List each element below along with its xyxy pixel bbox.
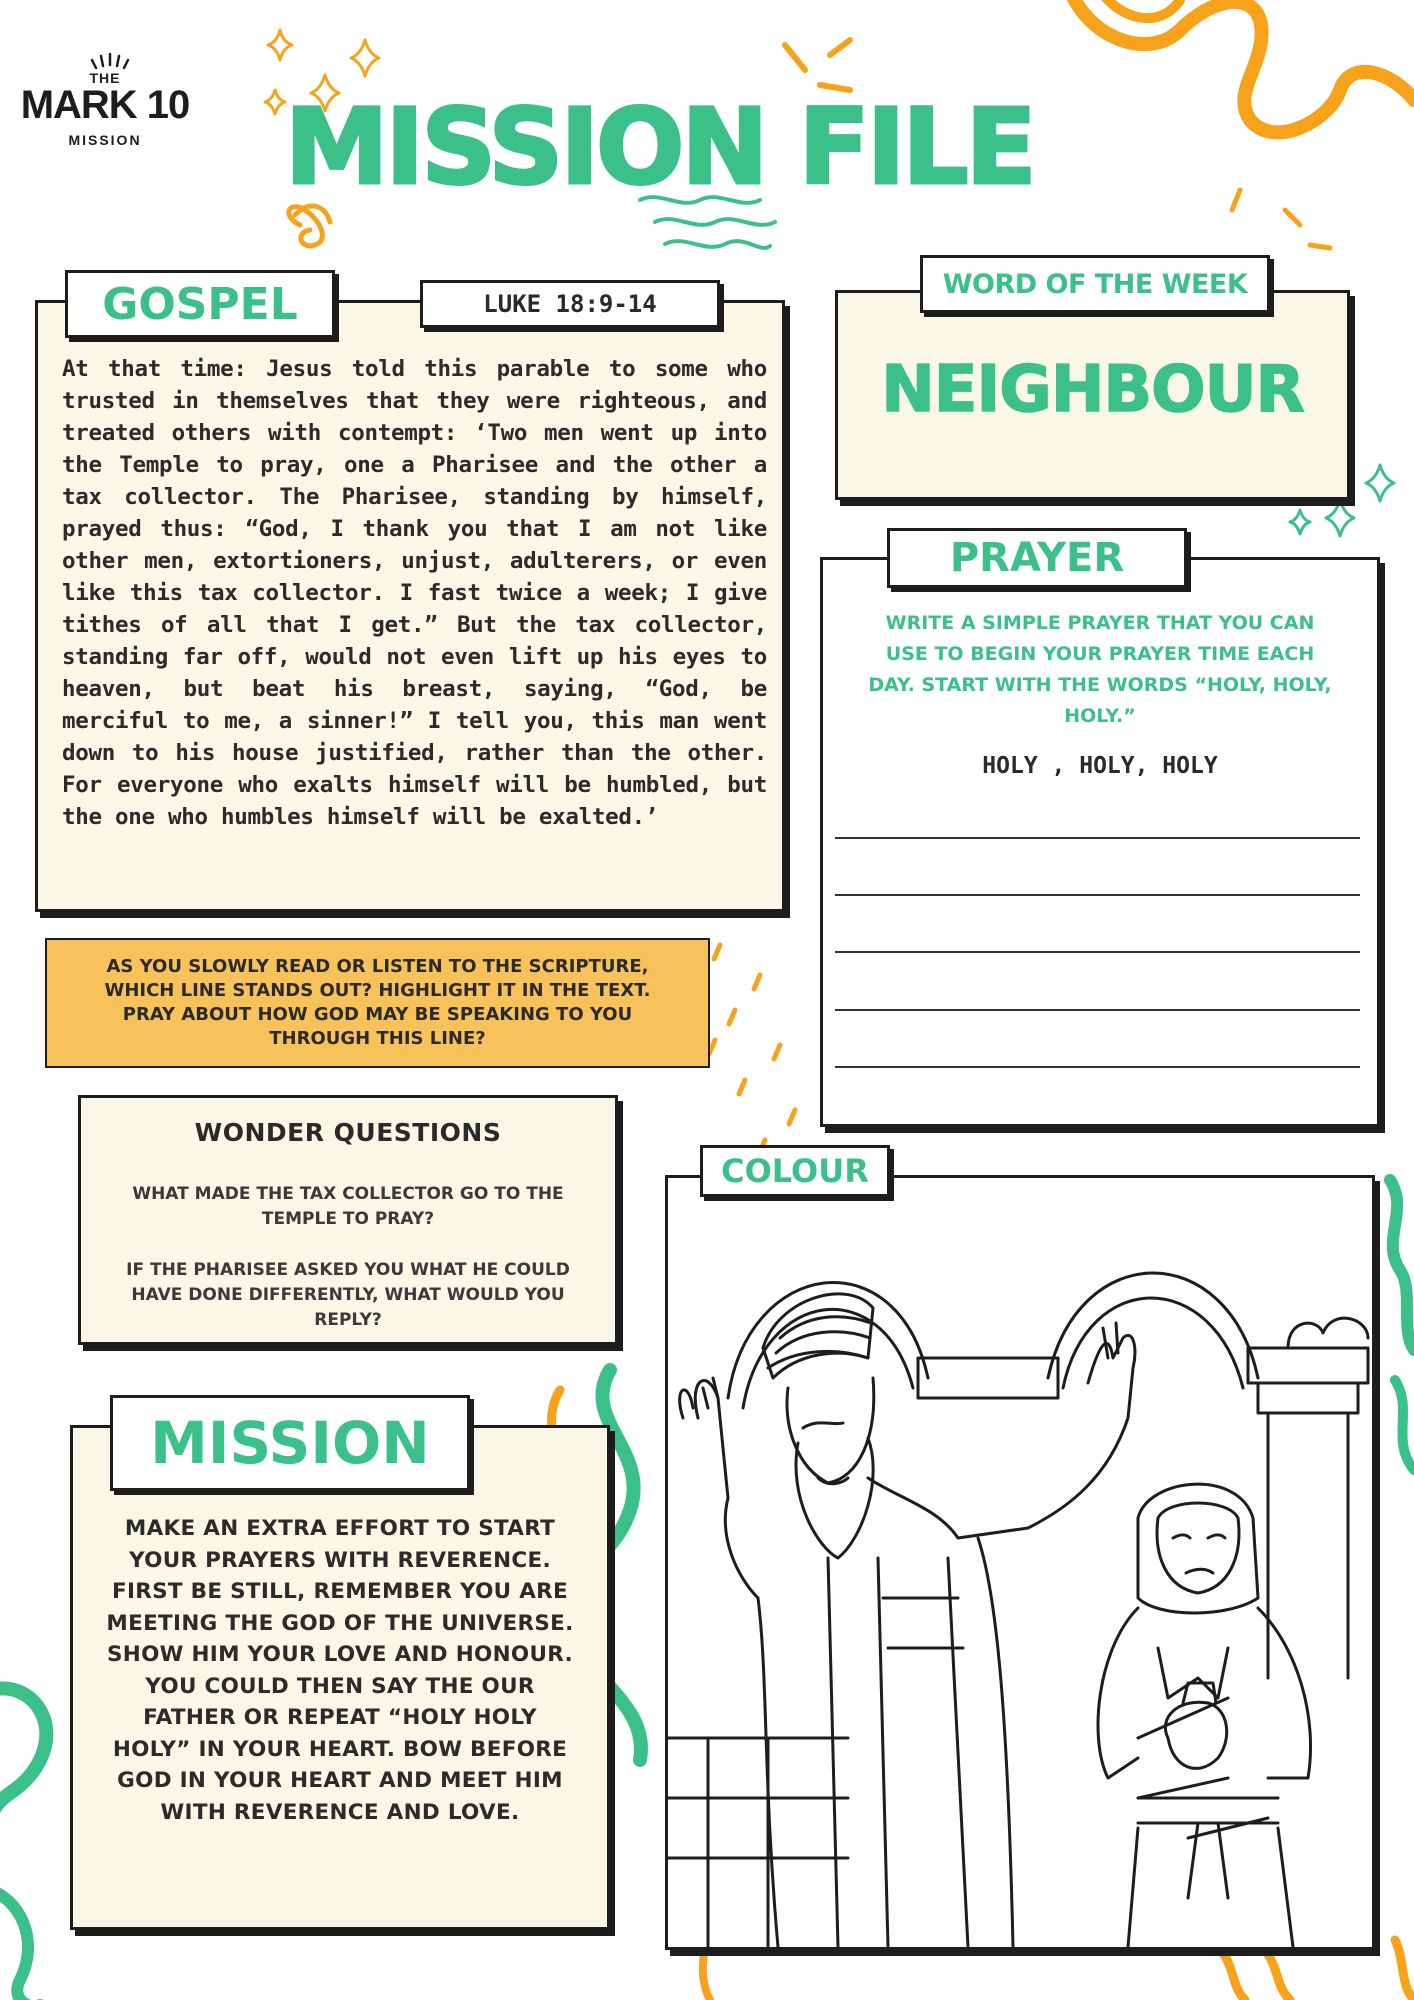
prayer-line-4[interactable] — [835, 1009, 1360, 1011]
prayer-line-2[interactable] — [835, 894, 1360, 896]
prayer-panel — [820, 557, 1380, 1127]
word-of-week-panel — [835, 290, 1350, 500]
page-title: MISSION FILE — [285, 86, 1034, 208]
gospel-tab: GOSPEL — [65, 270, 335, 338]
word-of-week-tab: WORD OF THE WEEK — [920, 255, 1270, 313]
gospel-reference: LUKE 18:9-14 — [420, 280, 720, 328]
highlight-note-text: AS YOU SLOWLY READ OR LISTEN TO THE SCRIPTURE, WHICH LINE STANDS OUT? HIGHLIGHT IT IN THE TEXT. PRAY ABOUT HOW GOD MAY BE SPEAKING TO YOU THROUGH THIS LINE? — [104, 956, 651, 1049]
prayer-starter: HOLY , HOLY, HOLY — [982, 753, 1218, 779]
prayer-tab: PRAYER — [887, 528, 1187, 588]
highlight-note — [45, 938, 710, 1068]
colour-tab: COLOUR — [700, 1145, 890, 1197]
wonder-heading: WONDER QUESTIONS — [194, 1118, 502, 1147]
prayer-instructions: WRITE A SIMPLE PRAYER THAT YOU CAN USE TO BEGIN YOUR PRAYER TIME EACH DAY. START WITH THE WORDS “HOLY, HOLY, HOLY.” — [868, 612, 1332, 727]
logo-rays-icon — [90, 50, 130, 70]
mission-text: MAKE AN EXTRA EFFORT TO START YOUR PRAYERS WITH REVERENCE. FIRST BE STILL, REMEMBER YOU ARE MEETING THE GOD OF THE UNIVERSE. SHOW HIM YOUR LOVE AND HONOUR. YOU COULD THEN SAY THE OUR FATHER OR REPEAT “HOLY HOLY HOLY” IN YOUR HEART. BOW BEFORE GOD IN YOUR HEART AND MEET HIM WITH REVERENCE AND LOVE. — [106, 1516, 574, 1825]
mission-panel — [70, 1425, 610, 1930]
logo — [20, 50, 190, 160]
gospel-panel — [35, 300, 785, 912]
wonder-panel — [78, 1095, 618, 1345]
mission-tab: MISSION — [110, 1395, 470, 1491]
word-of-week-word: NEIGHBOUR — [881, 353, 1304, 427]
logo-sub: MISSION — [68, 132, 142, 148]
logo-the: THE — [89, 70, 121, 86]
colour-panel — [665, 1175, 1375, 1950]
logo-name: MARK 10 — [20, 83, 190, 127]
coloring-illustration[interactable] — [668, 1178, 1372, 1947]
prayer-line-5[interactable] — [835, 1066, 1360, 1068]
wonder-question-2: IF THE PHARISEE ASKED YOU WHAT HE COULD HAVE DONE DIFFERENTLY, WHAT WOULD YOU REPLY? — [126, 1260, 570, 1330]
wonder-question-1: WHAT MADE THE TAX COLLECTOR GO TO THE TEMPLE TO PRAY? — [132, 1184, 564, 1229]
gospel-text: At that time: Jesus told this parable to some who trusted in themselves that they were righteous, and treated others with contempt: ‘Two men went up into the Temple to pray, one a Pharisee and the other a tax collector. The Pharisee, standing by himself, prayed thus: “God, I thank you that I am not like other men, extortioners, unjust, adulterers, or even like this tax collector. I fast twice a week; I give tithes of all that I get.” But the tax collector, standing far off, would not even lift up his eyes to heaven, but beat his breast, saying, “God, be merciful to me, a sinner!” I tell you, this man went down to his house justified, rather than the other. For everyone who exalts himself will be humbled, but the one who humbles himself will be exalted.’ — [62, 356, 767, 830]
prayer-line-3[interactable] — [835, 951, 1360, 953]
prayer-line-1[interactable] — [835, 837, 1360, 839]
